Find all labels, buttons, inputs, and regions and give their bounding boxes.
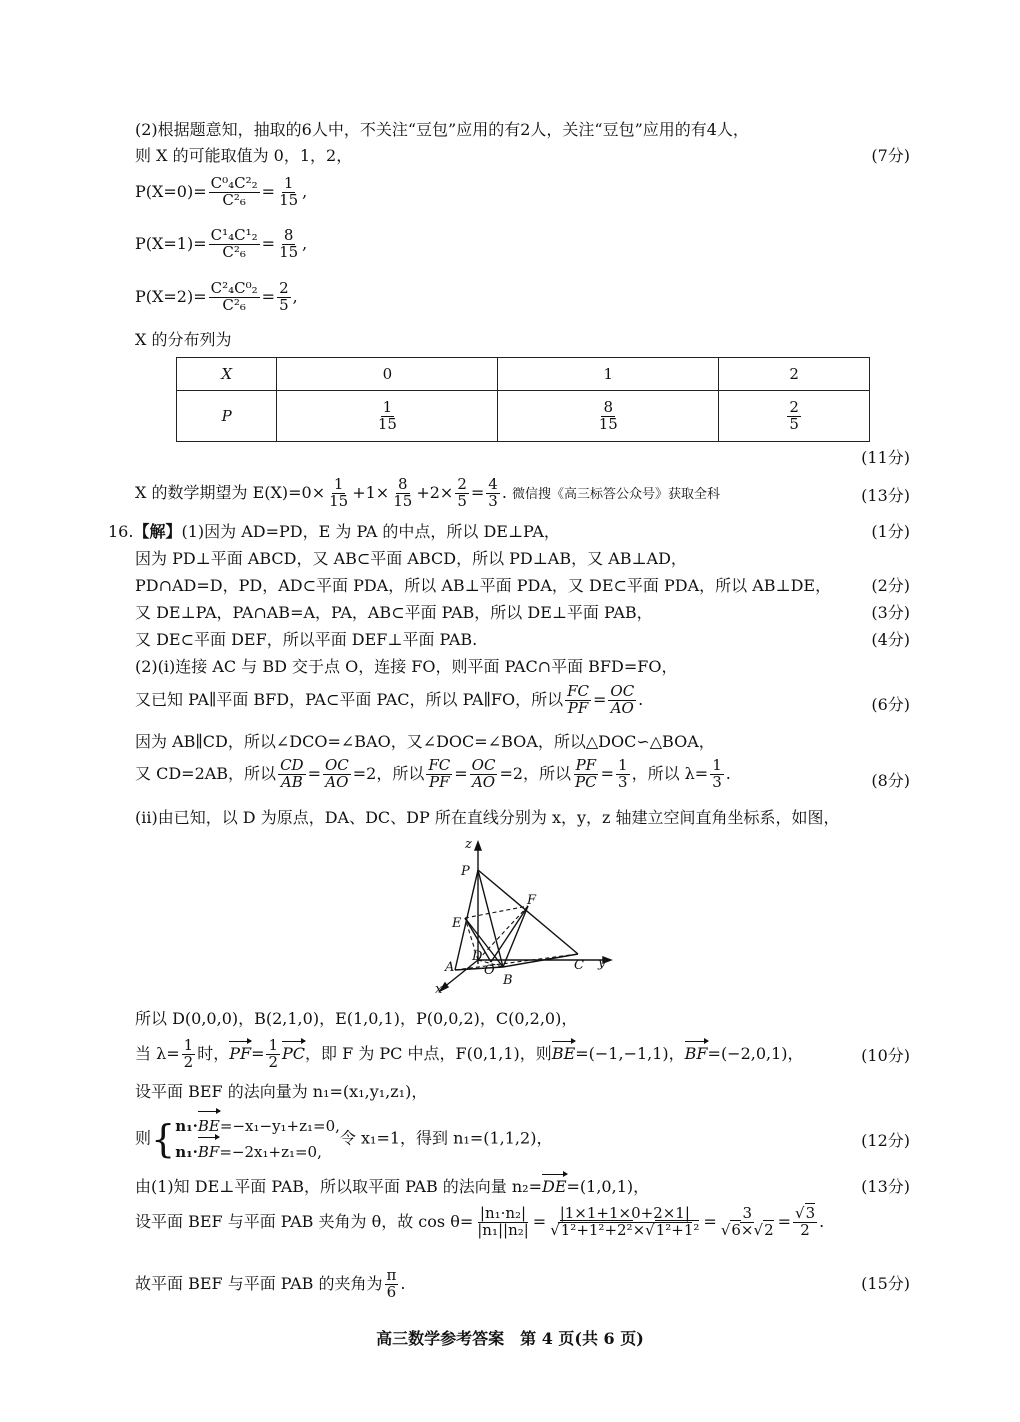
frac-den: 2: [268, 1052, 279, 1071]
p1-line: P(X=1)= $\frac{\text{C¹₄C¹₂}}{\text{C²₆}}$ = $\frac{8}{15}$ ,: [135, 226, 308, 261]
text: 当 λ=: [135, 1043, 180, 1063]
expectation-line: X 的数学期望为 E(X)=0× $\frac{1}{15}$ +1× $\frac{8}{15}$ +2× $\frac{2}{5}$ = $\frac{4}{3}$ . 微信搜《高三标答公众号》获取全科: [135, 475, 720, 510]
frac-num: 1: [382, 397, 393, 416]
frac-den: 3: [618, 772, 628, 791]
q16-line11: 所以 D(0,0,0)，B(2,1,0)，E(1,0,1)，P(0,0,2)，C(0,2,0)，: [135, 1009, 578, 1028]
frac-num: |n₁·n₂|: [479, 1204, 527, 1222]
score: (6分): [871, 695, 910, 714]
p1-label: P(X=1)=: [135, 233, 207, 253]
label-y: y: [598, 956, 606, 971]
p0-frac: [209, 176, 260, 209]
q16-line2: 因为 PD⊥平面 ABCD，又 AB⊂平面 ABCD，所以 PD⊥AB，又 AB⊥AD，: [135, 549, 687, 568]
frac-den: PF: [567, 698, 589, 717]
text: n₁·: [175, 1143, 198, 1161]
frac-num: CD: [280, 756, 304, 774]
score: (4分): [871, 630, 910, 649]
edge-pc: [478, 870, 578, 954]
frac-num: 4: [488, 475, 498, 493]
label-a: A: [445, 960, 455, 975]
text: =2，所以: [499, 763, 572, 783]
frac-num: 1: [618, 756, 628, 774]
table-row: [177, 358, 870, 391]
frac-num: 8: [397, 475, 408, 493]
score: (13分): [861, 486, 910, 505]
table-cell: 1: [498, 358, 719, 391]
frac-den: 15: [377, 414, 397, 433]
p2-label: P(X=2)=: [135, 286, 207, 306]
p2-frac: [209, 281, 260, 314]
q16-line12: [135, 1038, 804, 1071]
p2-res-den: 5: [279, 295, 289, 314]
label-e: E: [452, 916, 462, 931]
text: 令 x₁=1，得到 n₁=(1,1,2)，: [339, 1128, 553, 1148]
frac-den: 5: [789, 414, 799, 433]
brace: {: [151, 1117, 176, 1161]
score: (8分): [871, 771, 910, 790]
vector-de: DE: [542, 1177, 567, 1196]
q16-line4: 又 DE⊥PA，PA∩AB=A，PA，AB⊂平面 PAB，所以 DE⊥平面 PAB，: [135, 603, 653, 622]
p1-den: C²₆: [222, 242, 246, 261]
p0-line: P(X=0)= $\frac{\text{C⁰₄C²₂}}{\text{C²₆}}$ = $\frac{1}{15}$ ,: [135, 174, 308, 209]
score: (7分): [871, 146, 910, 165]
frac-num: FC: [428, 756, 451, 774]
frac-num: 1: [183, 1036, 194, 1054]
expect-t2: +2×: [416, 482, 454, 502]
p2-den: C²₆: [222, 295, 246, 314]
table-row: [177, 391, 870, 442]
p1-result: [277, 228, 300, 261]
score: (1分): [871, 522, 910, 541]
vector-pc: PC: [282, 1043, 306, 1063]
expect-prefix: X 的数学期望为 E(X)=0×: [135, 482, 326, 502]
table-cell: 2: [719, 358, 870, 391]
equation-system: [175, 1113, 340, 1165]
frac-den: 5: [457, 491, 467, 510]
part2-intro: (2)根据题意知，抽取的6人中，不关注“豆包”应用的有2人，关注“豆包”应用的有4人，: [135, 120, 749, 139]
p0-den: C²₆: [222, 190, 246, 209]
text: (1)因为 AD=PD，E 为 PA 的中点，所以 DE⊥PA，: [181, 522, 560, 541]
frac-num: 8: [603, 397, 613, 416]
p0-label: P(X=0)=: [135, 181, 207, 201]
part2-values: 则 X 的可能取值为 0，1，2，: [135, 146, 353, 165]
text: ，即 F 为 PC 中点，F(0,1,1)，则: [305, 1043, 552, 1063]
q16-line1: [108, 521, 560, 543]
score: (10分): [861, 1046, 910, 1065]
frac-num: FC: [567, 682, 589, 700]
score: (13分): [861, 1177, 910, 1196]
label-c: C: [574, 958, 584, 973]
z-axis-arrow: [475, 842, 481, 850]
score: (12分): [861, 1131, 910, 1150]
table-cell: P: [177, 391, 277, 442]
frac-den: 2: [800, 1220, 810, 1239]
eq: =: [251, 1043, 265, 1063]
text: 设平面 BEF 与平面 PAB 夹角为 θ，故 cos θ=: [135, 1211, 474, 1231]
p0-res-num: 1: [283, 174, 294, 192]
text: .: [725, 763, 731, 783]
frac-den: AO: [325, 772, 349, 791]
label-d: D: [472, 949, 483, 964]
table-cell: [277, 391, 498, 442]
eq: =: [592, 689, 607, 709]
frac-den: 2: [183, 1052, 194, 1071]
coordinate-figure: [435, 836, 615, 996]
text: =2，所以: [352, 763, 425, 783]
text: 则: [135, 1128, 152, 1148]
frac-num: OC: [324, 756, 349, 774]
question-number: 16.: [108, 522, 134, 541]
q16-line5: 又 DE⊂平面 DEF，所以平面 DEF⊥平面 PAB.: [135, 630, 478, 649]
p1-res-num: 8: [283, 226, 294, 244]
frac-den: PF: [429, 772, 450, 791]
frac-num: 3: [742, 1204, 752, 1222]
frac-num: 1: [268, 1036, 279, 1054]
text: =(−2,0,1)，: [707, 1043, 804, 1063]
frac-num: PF: [575, 756, 597, 774]
frac-den: 15: [598, 414, 618, 433]
score: (11分): [861, 448, 910, 467]
q16-line3: PD∩AD=D，PD，AD⊂平面 PDA，所以 AB⊥平面 PDA，又 DE⊂平面 PDA，所以 AB⊥DE，: [135, 576, 832, 595]
frac-den: 3: [488, 491, 498, 510]
label-p: P: [461, 864, 470, 879]
label-z: z: [465, 837, 472, 852]
frac-den: √1²+1²+2²×√1²+1²: [550, 1220, 700, 1239]
q16-line16: 设平面 BEF 与平面 PAB 夹角为 θ，故 cos θ= $\frac{\text{|n₁·n₂|}}{\text{|n₁||n₂|}}$ = $\frac{|1\times 1+1\times 0+2\times 1|}{\text{√1²+1²+2²×√1²+1²}}$ = $\frac{3}{√6\times√2}$ = $\frac{√3}{2}$ .: [135, 1204, 825, 1239]
text: =−x₁−y₁+z₁=0,: [219, 1117, 340, 1135]
frac-den: √6×√2: [720, 1220, 774, 1239]
frac-den: AO: [471, 772, 496, 791]
label-b: B: [503, 973, 513, 988]
frac-num: 2: [789, 397, 799, 416]
frac-num: 2: [457, 475, 467, 493]
q16-line13: 设平面 BEF 的法向量为 n₁=(x₁,y₁,z₁)，: [135, 1082, 428, 1101]
frac-den: |n₁||n₂|: [477, 1220, 529, 1239]
p0-num: C⁰₄C²₂: [210, 174, 258, 192]
expect-t1: +1×: [352, 482, 390, 502]
watermark: 微信搜《高三标答公众号》获取全科: [511, 486, 720, 502]
q16-line9: 又 CD=2AB，所以 $\frac{CD}{AB}$ = $\frac{OC}{AO}$ =2，所以 $\frac{FC}{PF}$ = $\frac{OC}{AO}$ =2，所以 $\frac{PF}{PC}$ = $\frac{1}{3}$ ，所以 λ= $\frac{1}{3}$ .: [135, 756, 731, 791]
frac-num: 1: [712, 756, 722, 774]
frac-den: PC: [575, 772, 597, 791]
p0-result: [277, 176, 300, 209]
vector-bf: BF: [198, 1139, 219, 1165]
vector-be: BE: [198, 1113, 220, 1139]
q16-line17: [135, 1268, 405, 1301]
q16-line8: 因为 AB∥CD，所以∠DCO=∠BAO，又∠DOC=∠BOA，所以△DOC∽△BOA，: [135, 732, 715, 751]
p1-frac: [209, 228, 260, 261]
q16-line7: [135, 684, 643, 717]
dist-title: X 的分布列为: [135, 330, 232, 349]
expect-eq: =: [470, 482, 485, 502]
q16-line14: [135, 1113, 552, 1165]
label-o: O: [484, 963, 495, 978]
text: =(−1,−1,1)，: [575, 1043, 685, 1063]
edge-bf: [503, 906, 528, 967]
frac-den: 15: [393, 491, 413, 510]
frac-num: OC: [610, 682, 635, 700]
text: =(1,0,1)，: [566, 1177, 650, 1196]
frac-num: OC: [471, 756, 496, 774]
frac-num: |1×1+1×0+2×1|: [559, 1204, 690, 1222]
vector-bf: BF: [684, 1043, 708, 1063]
frac-num: π: [386, 1266, 397, 1284]
p2-res-num: 2: [279, 279, 289, 297]
frac-den: 6: [386, 1282, 397, 1301]
frac-den: 15: [329, 491, 349, 510]
text: 故平面 BEF 与平面 PAB 的夹角为: [135, 1273, 383, 1293]
p2-num: C²₄C⁰₂: [210, 279, 258, 297]
table-cell: [719, 391, 870, 442]
frac-den: 3: [712, 772, 722, 791]
p1-num: C¹₄C¹₂: [210, 226, 258, 244]
table-cell: 0: [277, 358, 498, 391]
table-cell: X: [177, 358, 277, 391]
text: 由(1)知 DE⊥平面 PAB，所以取平面 PAB 的法向量 n₂=: [135, 1177, 542, 1196]
distribution-table: [176, 357, 870, 442]
p1-res-den: 15: [279, 242, 299, 261]
p2-result: [277, 281, 291, 314]
vector-be: BE: [551, 1043, 576, 1063]
q16-line10: (ii)由已知，以 D 为原点，DA、DC、DP 所在直线分别为 x，y，z 轴建立空间直角坐标系，如图，: [135, 808, 840, 827]
p2-line: P(X=2)= $\frac{\text{C²₄C⁰₂}}{\text{C²₆}}$ = $\frac{2}{5}$ ,: [135, 279, 298, 314]
text: 又 CD=2AB，所以: [135, 763, 277, 783]
frac-den: AB: [280, 772, 303, 791]
vector-pf: PF: [229, 1043, 252, 1063]
frac-num: √3: [795, 1204, 816, 1222]
text: .: [638, 689, 644, 709]
q16-line6: (2)(i)连接 AC 与 BD 交于点 O，连接 FO，则平面 PAC∩平面 BFD=FO，: [135, 657, 678, 676]
p0-res-den: 15: [279, 190, 299, 209]
score: (15分): [861, 1274, 910, 1293]
text: 时，: [197, 1043, 230, 1063]
label-x: x: [435, 982, 443, 996]
frac-num: 1: [333, 475, 344, 493]
text: =−2x₁+z₁=0,: [219, 1143, 322, 1161]
text: .: [400, 1273, 406, 1293]
text: 又已知 PA∥平面 BFD，PA⊂平面 PAC，所以 PA∥FO，所以: [135, 689, 564, 709]
text: ，所以 λ=: [631, 763, 709, 783]
score: (3分): [871, 603, 910, 622]
score: (2分): [871, 576, 910, 595]
label-f: F: [527, 893, 537, 908]
page-footer: 高三数学参考答案 第 4 页(共 6 页): [376, 1329, 644, 1348]
edge-fo: [491, 906, 528, 962]
table-cell: [498, 391, 719, 442]
text: n₁·: [175, 1117, 198, 1135]
frac-den: AO: [610, 698, 634, 717]
q16-line15: [135, 1176, 649, 1198]
solution-tag: 【解】: [133, 522, 182, 541]
